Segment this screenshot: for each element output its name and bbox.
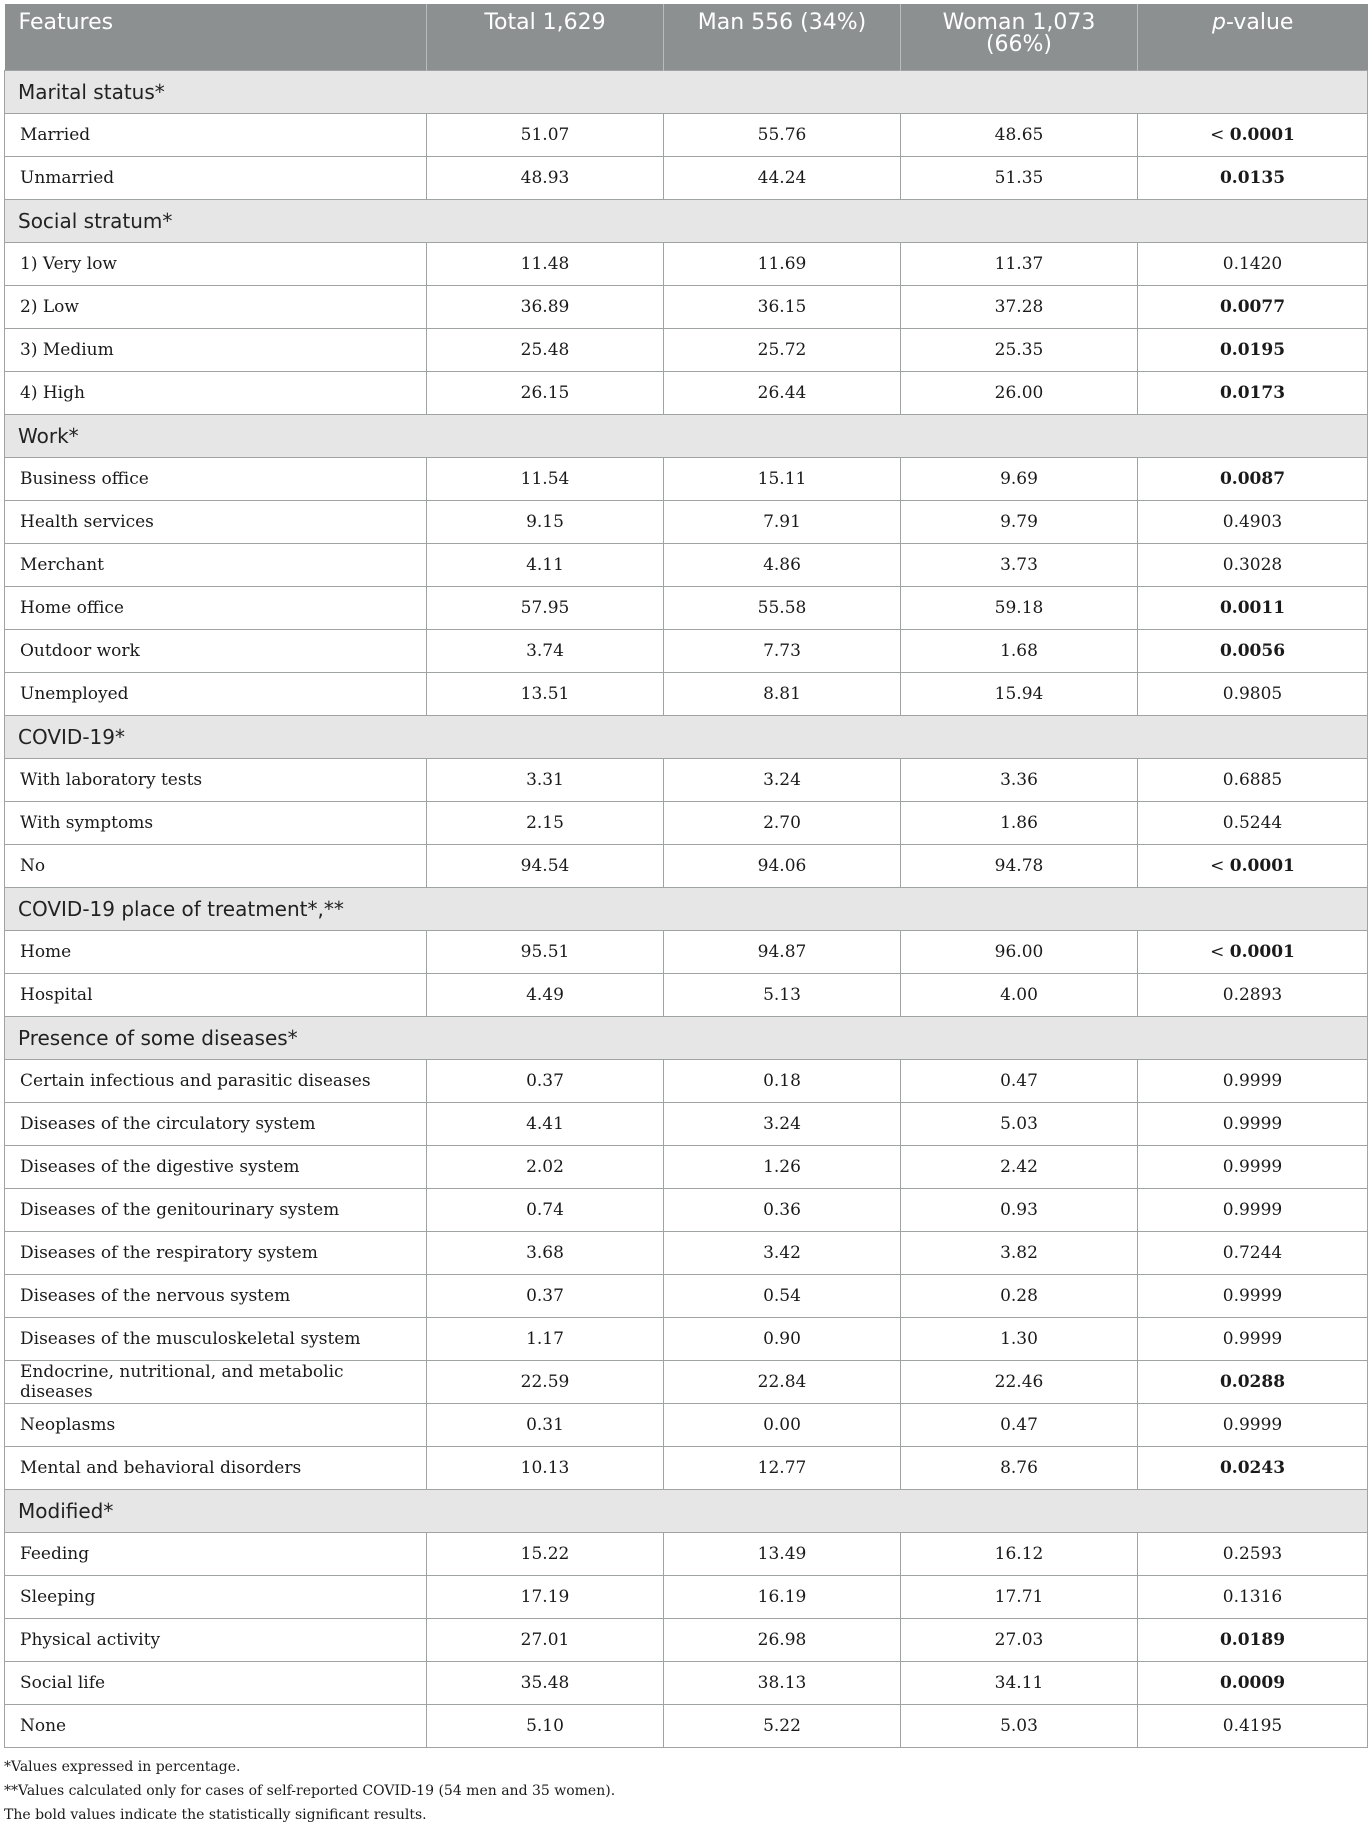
table-row [5,973,1368,1016]
cell-total: 2.02 [427,1145,664,1188]
table-row [5,285,1368,328]
pvalue-number: 0.0011 [1219,597,1286,618]
pvalue-number: 0.0087 [1219,468,1286,489]
table-row [5,371,1368,414]
cell-woman: 9.69 [901,457,1138,500]
section-row [5,887,1368,930]
cell-man: 16.19 [664,1575,901,1618]
cell-pvalue [1138,801,1368,844]
pvalue-number: 0.0135 [1219,167,1286,188]
table-row [5,930,1368,973]
pvalue-number: 0.1316 [1222,1586,1283,1607]
table-row [5,457,1368,500]
cell-total: 4.11 [427,543,664,586]
cell-total: 15.22 [427,1532,664,1575]
cell-pvalue [1138,371,1368,414]
section-row [5,1016,1368,1059]
cell-woman: 37.28 [901,285,1138,328]
cell-woman: 48.65 [901,113,1138,156]
pvalue-number: 0.9805 [1222,683,1283,704]
row-label: Married [5,113,427,156]
table-row [5,1704,1368,1747]
cell-man: 8.81 [664,672,901,715]
cell-man: 11.69 [664,242,901,285]
cell-pvalue [1138,930,1368,973]
row-label: Sleeping [5,1575,427,1618]
cell-pvalue [1138,1704,1368,1747]
header-pvalue-italic: p [1212,10,1226,35]
table-row [5,1618,1368,1661]
section-title: COVID-19 place of treatment*,** [5,887,1368,930]
data-table-container [4,4,1367,1748]
cell-total: 35.48 [427,1661,664,1704]
footnote: **Values calculated only for cases of self-reported COVID-19 (54 men and 35 women). [4,1783,616,1799]
pvalue-number: 0.2593 [1222,1543,1283,1564]
cell-pvalue [1138,285,1368,328]
cell-pvalue [1138,156,1368,199]
section-title: Presence of some diseases* [5,1016,1368,1059]
table-row [5,1231,1368,1274]
pvalue-number: 0.9999 [1222,1156,1283,1177]
row-label: Unmarried [5,156,427,199]
cell-total: 51.07 [427,113,664,156]
cell-man: 0.90 [664,1317,901,1360]
row-label: With laboratory tests [5,758,427,801]
table-row [5,801,1368,844]
cell-woman: 2.42 [901,1145,1138,1188]
cell-pvalue [1138,1446,1368,1489]
cell-total: 0.74 [427,1188,664,1231]
table-row [5,1317,1368,1360]
cell-woman: 94.78 [901,844,1138,887]
cell-man: 94.06 [664,844,901,887]
less-than-sign: < [1210,941,1230,962]
pvalue-number: 0.4195 [1222,1715,1283,1736]
row-label: Feeding [5,1532,427,1575]
table-row [5,672,1368,715]
cell-woman: 0.47 [901,1403,1138,1446]
cell-man: 13.49 [664,1532,901,1575]
table-row [5,500,1368,543]
pvalue-number: 0.9999 [1222,1199,1283,1220]
table-row [5,1446,1368,1489]
cell-woman: 1.68 [901,629,1138,672]
row-label: Diseases of the respiratory system [5,1231,427,1274]
cell-woman: 17.71 [901,1575,1138,1618]
row-label: Endocrine, nutritional, and metabolic diseases [5,1360,427,1403]
row-label: Certain infectious and parasitic diseases [5,1059,427,1102]
cell-woman: 22.46 [901,1360,1138,1403]
cell-total: 0.37 [427,1059,664,1102]
cell-woman: 16.12 [901,1532,1138,1575]
table-row [5,1532,1368,1575]
cell-woman: 15.94 [901,672,1138,715]
pvalue-number: 0.9999 [1222,1285,1283,1306]
header-pvalue-rest: -value [1226,10,1294,35]
cell-woman: 51.35 [901,156,1138,199]
cell-pvalue [1138,543,1368,586]
header-man: Man 556 (34%) [664,4,901,70]
cell-man: 26.98 [664,1618,901,1661]
cell-pvalue [1138,1188,1368,1231]
row-label: Mental and behavioral disorders [5,1446,427,1489]
cell-total: 3.74 [427,629,664,672]
cell-man: 0.18 [664,1059,901,1102]
row-label: 4) High [5,371,427,414]
cell-man: 7.91 [664,500,901,543]
cell-man: 36.15 [664,285,901,328]
cell-man: 44.24 [664,156,901,199]
cell-pvalue [1138,1102,1368,1145]
cell-woman: 3.73 [901,543,1138,586]
cell-man: 22.84 [664,1360,901,1403]
table-row [5,1661,1368,1704]
cell-total: 3.31 [427,758,664,801]
cell-woman: 1.30 [901,1317,1138,1360]
cell-woman: 3.82 [901,1231,1138,1274]
cell-total: 26.15 [427,371,664,414]
cell-man: 12.77 [664,1446,901,1489]
section-title: Modified* [5,1489,1368,1532]
cell-total: 5.10 [427,1704,664,1747]
cell-pvalue [1138,1661,1368,1704]
header-total: Total 1,629 [427,4,664,70]
row-label: Outdoor work [5,629,427,672]
pvalue-number: 0.0243 [1219,1457,1286,1478]
cell-pvalue [1138,500,1368,543]
cell-pvalue [1138,844,1368,887]
header-pvalue [1138,4,1368,70]
footnote: The bold values indicate the statistically significant results. [4,1807,427,1823]
cell-man: 4.86 [664,543,901,586]
cell-total: 4.41 [427,1102,664,1145]
cell-woman: 26.00 [901,371,1138,414]
cell-total: 57.95 [427,586,664,629]
row-label: Neoplasms [5,1403,427,1446]
header-woman: Woman 1,073 (66%) [901,4,1138,70]
data-table [4,4,1368,1748]
table-footnotes [4,1755,1367,1827]
cell-man: 5.22 [664,1704,901,1747]
row-label: None [5,1704,427,1747]
section-title: COVID-19* [5,715,1368,758]
pvalue-number: 0.4903 [1222,511,1283,532]
table-header-row [5,4,1368,70]
row-label: Diseases of the genitourinary system [5,1188,427,1231]
table-row [5,156,1368,199]
cell-pvalue [1138,1532,1368,1575]
table-row [5,1188,1368,1231]
pvalue-number: 0.0056 [1219,640,1286,661]
cell-woman: 96.00 [901,930,1138,973]
cell-woman: 59.18 [901,586,1138,629]
cell-pvalue [1138,457,1368,500]
cell-man: 0.36 [664,1188,901,1231]
table-row [5,328,1368,371]
cell-total: 95.51 [427,930,664,973]
cell-pvalue [1138,758,1368,801]
row-label: No [5,844,427,887]
table-row [5,629,1368,672]
row-label: Physical activity [5,1618,427,1661]
table-row [5,1575,1368,1618]
cell-man: 3.24 [664,758,901,801]
row-label: With symptoms [5,801,427,844]
cell-total: 13.51 [427,672,664,715]
cell-man: 0.00 [664,1403,901,1446]
less-than-sign: < [1210,855,1230,876]
cell-pvalue [1138,1059,1368,1102]
cell-pvalue [1138,328,1368,371]
row-label: Diseases of the musculoskeletal system [5,1317,427,1360]
row-label: Unemployed [5,672,427,715]
cell-total: 0.37 [427,1274,664,1317]
cell-total: 1.17 [427,1317,664,1360]
cell-man: 2.70 [664,801,901,844]
pvalue-number: 0.5244 [1222,812,1283,833]
table-row [5,543,1368,586]
cell-woman: 0.93 [901,1188,1138,1231]
cell-total: 17.19 [427,1575,664,1618]
pvalue-number: 0.9999 [1222,1414,1283,1435]
row-label: 3) Medium [5,328,427,371]
cell-total: 27.01 [427,1618,664,1661]
pvalue-number: 0.0001 [1229,124,1295,145]
table-row [5,1403,1368,1446]
cell-man: 94.87 [664,930,901,973]
cell-pvalue [1138,629,1368,672]
row-label: Merchant [5,543,427,586]
cell-pvalue [1138,586,1368,629]
cell-total: 36.89 [427,285,664,328]
row-label: 1) Very low [5,242,427,285]
cell-woman: 0.47 [901,1059,1138,1102]
less-than-sign: < [1210,124,1230,145]
cell-man: 3.24 [664,1102,901,1145]
table-row [5,1145,1368,1188]
pvalue-number: 0.0173 [1219,382,1286,403]
cell-pvalue [1138,1403,1368,1446]
cell-pvalue [1138,672,1368,715]
table-row [5,1360,1368,1403]
table-row [5,1059,1368,1102]
cell-woman: 3.36 [901,758,1138,801]
cell-total: 22.59 [427,1360,664,1403]
cell-man: 1.26 [664,1145,901,1188]
row-label: Diseases of the circulatory system [5,1102,427,1145]
cell-total: 48.93 [427,156,664,199]
table-row [5,758,1368,801]
cell-woman: 5.03 [901,1102,1138,1145]
table-row [5,1102,1368,1145]
pvalue-number: 0.0195 [1219,339,1286,360]
section-title: Marital status* [5,70,1368,113]
cell-man: 5.13 [664,973,901,1016]
pvalue-number: 0.9999 [1222,1070,1283,1091]
pvalue-number: 0.1420 [1222,253,1283,274]
cell-total: 9.15 [427,500,664,543]
cell-man: 25.72 [664,328,901,371]
cell-woman: 1.86 [901,801,1138,844]
cell-woman: 11.37 [901,242,1138,285]
row-label: Health services [5,500,427,543]
cell-woman: 27.03 [901,1618,1138,1661]
footnote: *Values expressed in percentage. [4,1759,241,1775]
cell-pvalue [1138,1231,1368,1274]
pvalue-number: 0.0001 [1229,941,1295,962]
table-row [5,242,1368,285]
cell-pvalue [1138,1360,1368,1403]
section-row [5,199,1368,242]
section-row [5,1489,1368,1532]
cell-total: 3.68 [427,1231,664,1274]
row-label: Diseases of the nervous system [5,1274,427,1317]
cell-total: 4.49 [427,973,664,1016]
table-row [5,113,1368,156]
pvalue-number: 0.7244 [1222,1242,1283,1263]
cell-woman: 5.03 [901,1704,1138,1747]
cell-woman: 25.35 [901,328,1138,371]
cell-total: 94.54 [427,844,664,887]
cell-pvalue [1138,1274,1368,1317]
section-row [5,715,1368,758]
row-label: 2) Low [5,285,427,328]
cell-woman: 8.76 [901,1446,1138,1489]
cell-pvalue [1138,113,1368,156]
pvalue-number: 0.2893 [1222,984,1283,1005]
cell-pvalue [1138,1145,1368,1188]
cell-woman: 0.28 [901,1274,1138,1317]
pvalue-number: 0.9999 [1222,1113,1283,1134]
pvalue-number: 0.0001 [1229,855,1295,876]
pvalue-number: 0.0009 [1219,1672,1286,1693]
cell-total: 25.48 [427,328,664,371]
cell-woman: 34.11 [901,1661,1138,1704]
cell-man: 55.58 [664,586,901,629]
cell-pvalue [1138,1618,1368,1661]
table-row [5,586,1368,629]
section-row [5,414,1368,457]
section-title: Work* [5,414,1368,457]
table-row [5,844,1368,887]
row-label: Social life [5,1661,427,1704]
cell-man: 26.44 [664,371,901,414]
pvalue-number: 0.0077 [1219,296,1286,317]
cell-total: 10.13 [427,1446,664,1489]
row-label: Diseases of the digestive system [5,1145,427,1188]
cell-man: 3.42 [664,1231,901,1274]
pvalue-number: 0.6885 [1222,769,1283,790]
cell-woman: 4.00 [901,973,1138,1016]
cell-total: 11.48 [427,242,664,285]
row-label: Hospital [5,973,427,1016]
pvalue-number: 0.0189 [1219,1629,1286,1650]
section-row [5,70,1368,113]
cell-total: 11.54 [427,457,664,500]
cell-man: 15.11 [664,457,901,500]
row-label: Business office [5,457,427,500]
cell-man: 38.13 [664,1661,901,1704]
table-body [5,70,1368,1747]
cell-man: 0.54 [664,1274,901,1317]
pvalue-number: 0.3028 [1222,554,1283,575]
pvalue-number: 0.0288 [1219,1371,1286,1392]
cell-pvalue [1138,973,1368,1016]
header-features: Features [5,4,427,70]
cell-pvalue [1138,242,1368,285]
row-label: Home [5,930,427,973]
cell-pvalue [1138,1317,1368,1360]
pvalue-number: 0.9999 [1222,1328,1283,1349]
cell-pvalue [1138,1575,1368,1618]
cell-man: 7.73 [664,629,901,672]
row-label: Home office [5,586,427,629]
cell-man: 55.76 [664,113,901,156]
cell-woman: 9.79 [901,500,1138,543]
section-title: Social stratum* [5,199,1368,242]
table-row [5,1274,1368,1317]
cell-total: 0.31 [427,1403,664,1446]
cell-total: 2.15 [427,801,664,844]
